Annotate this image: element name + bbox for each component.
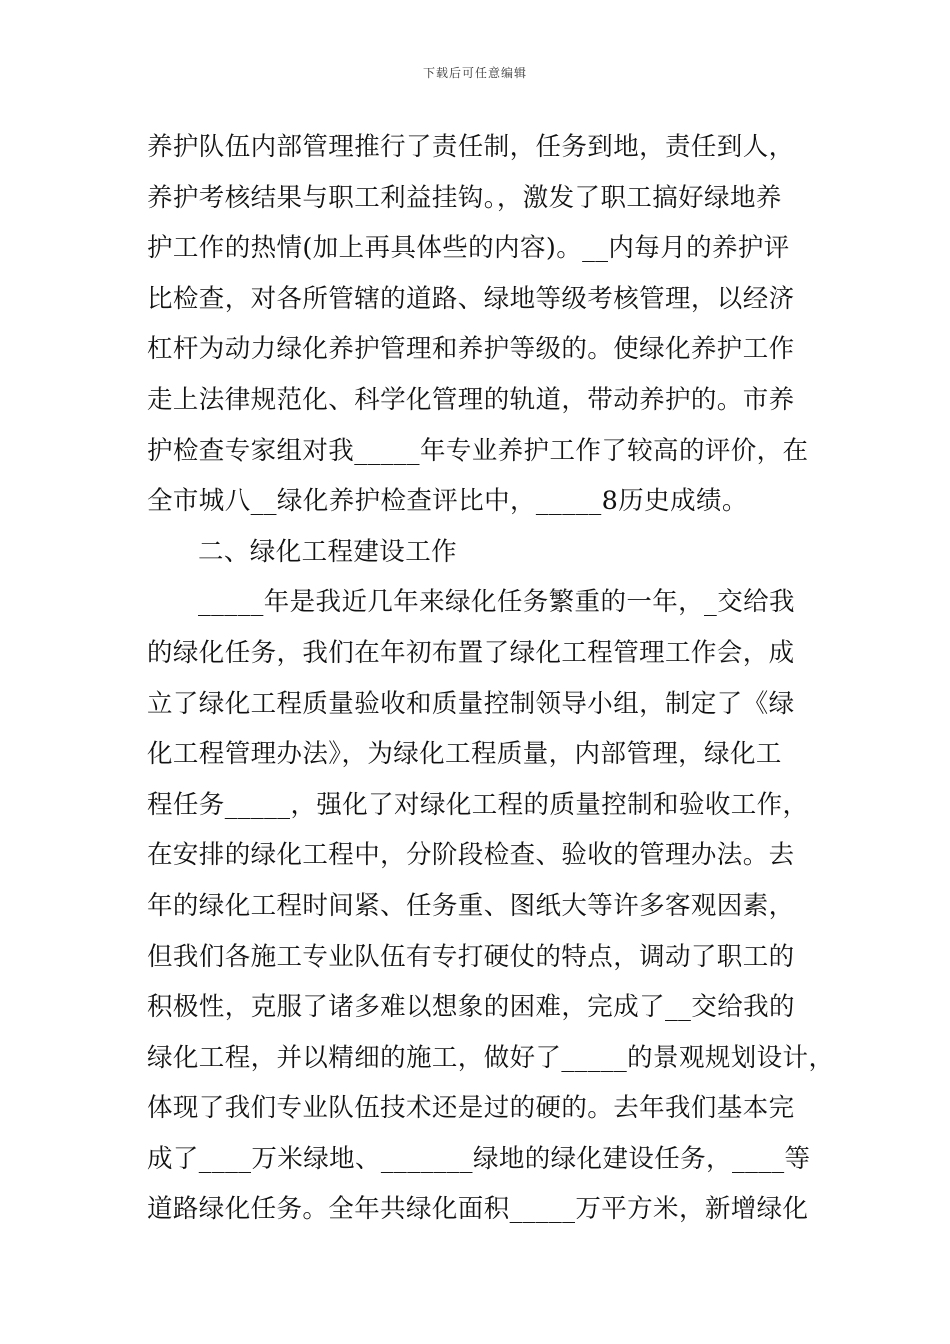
text-line: 护检查专家组对我_____年专业养护工作了较高的评价，在 bbox=[147, 435, 809, 466]
text-line: 道路绿化任务。全年共绿化面积_____万平方米，新增绿化 bbox=[147, 1194, 809, 1225]
paragraph-first-line: _____年是我近几年来绿化任务繁重的一年，_交给我 bbox=[198, 587, 795, 618]
text-line: 走上法律规范化、科学化管理的轨道，带动养护的。市养 bbox=[147, 384, 795, 415]
text-line: 化工程管理办法》，为绿化工程质量，内部管理，绿化工 bbox=[147, 739, 782, 770]
text-line: 护工作的热情(加上再具体些的内容)。__内每月的养护评 bbox=[147, 233, 790, 264]
body-text bbox=[147, 122, 835, 1235]
text-line: 的绿化任务，我们在年初布置了绿化工程管理工作会，成 bbox=[147, 637, 795, 668]
text-line: 立了绿化工程质量验收和质量控制领导小组，制定了《绿 bbox=[147, 688, 795, 719]
text-line: 积极性，克服了诸多难以想象的困难，完成了__交给我的 bbox=[147, 992, 795, 1023]
text-line: 杠杆为动力绿化养护管理和养护等级的。使绿化养护工作 bbox=[147, 334, 795, 365]
text-line: 绿化工程，并以精细的施工，做好了_____的景观规划设计， bbox=[147, 1042, 835, 1073]
section-heading: 二、绿化工程建设工作 bbox=[198, 536, 458, 567]
text-line: 在安排的绿化工程中，分阶段检查、验收的管理办法。去 bbox=[147, 840, 795, 871]
text-line: 体现了我们专业队伍技术还是过的硬的。去年我们基本完 bbox=[147, 1093, 795, 1124]
text-line: 比检查，对各所管辖的道路、绿地等级考核管理，以经济 bbox=[147, 283, 795, 314]
text-line: 养护考核结果与职工利益挂钩。，激发了职工搞好绿地养 bbox=[147, 182, 782, 213]
text-line: 全市城八__绿化养护检查评比中，_____8历史成绩。 bbox=[147, 486, 748, 517]
text-line: 养护队伍内部管理推行了责任制，任务到地，责任到人， bbox=[147, 132, 795, 162]
header-note: 下载后可任意编辑 bbox=[422, 66, 527, 80]
text-line: 成了____万米绿地、_______绿地的绿化建设任务，____等 bbox=[147, 1143, 811, 1174]
text-line: 年的绿化工程时间紧、任务重、图纸大等许多客观因素， bbox=[147, 890, 795, 921]
text-line: 但我们各施工专业队伍有专打硬仗的特点，调动了职工的 bbox=[147, 941, 795, 972]
text-line: 程任务_____，强化了对绿化工程的质量控制和验收工作， bbox=[147, 789, 809, 820]
